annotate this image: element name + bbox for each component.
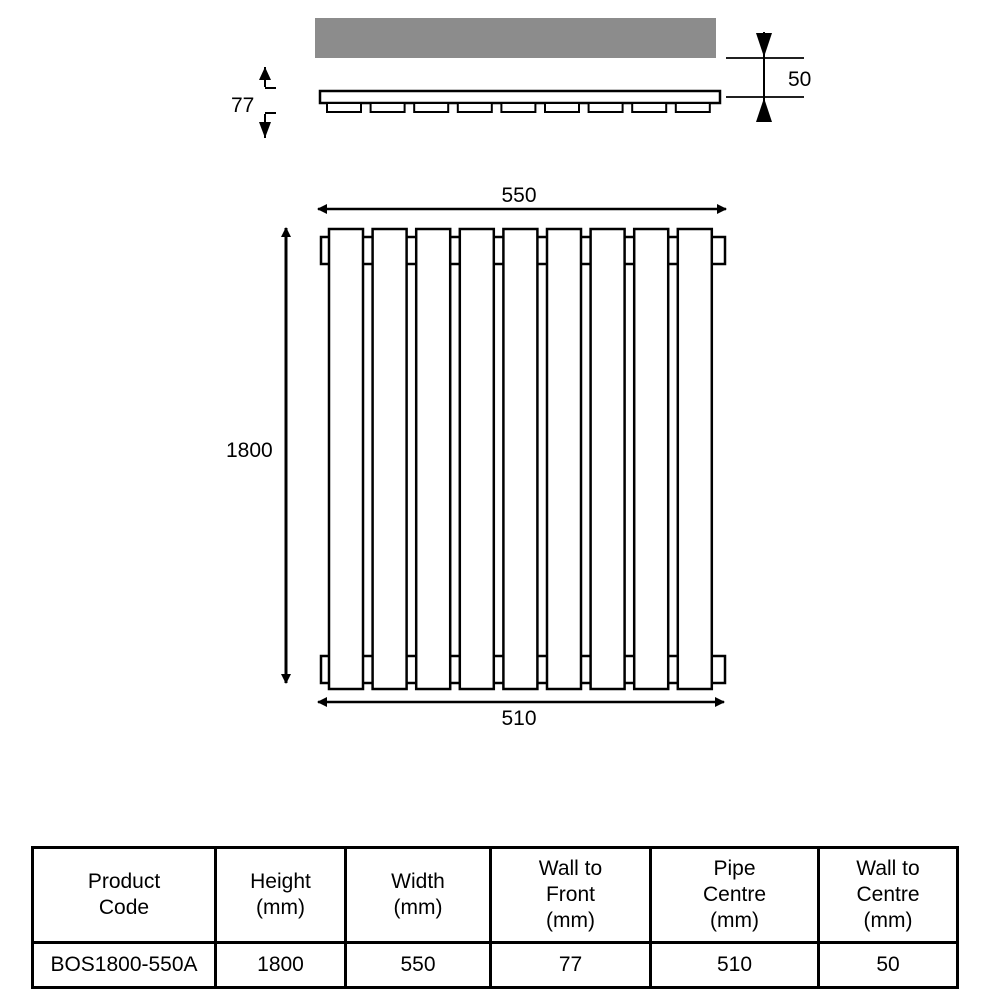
height-label: 1800: [226, 439, 273, 462]
table-header-cell: [491, 848, 651, 943]
table-header-line: Wall to: [538, 856, 603, 880]
table-header-cell: [819, 848, 958, 943]
radiator-tube: [416, 229, 450, 689]
wall-to-centre-dimension: [726, 32, 811, 122]
overall-width-dimension: [318, 184, 726, 209]
radiator-top-bar: [320, 91, 720, 103]
radiator-tube: [678, 229, 712, 689]
top-view-tube: [545, 103, 579, 112]
top-view-tube: [632, 103, 666, 112]
table-header-line: Centre: [702, 882, 767, 906]
table-cell: 77: [491, 943, 651, 988]
top-view: [231, 18, 811, 138]
radiator-tubes: [329, 229, 712, 689]
table-cell: 50: [819, 943, 958, 988]
radiator-tube: [547, 229, 581, 689]
table-header-line: (mm): [256, 896, 305, 919]
table-cell: 1800: [216, 943, 346, 988]
table-header-line: Centre: [856, 882, 920, 906]
table-header-line: Front: [545, 882, 595, 906]
height-dimension: [226, 228, 286, 683]
overall-width-label: 550: [501, 184, 537, 207]
top-view-tube: [371, 103, 405, 112]
wall-block: [315, 18, 716, 58]
radiator-tube: [503, 229, 537, 689]
top-view-tube: [589, 103, 623, 112]
table-cell: 550: [346, 943, 491, 988]
table-header-line: Product: [87, 869, 161, 893]
table-header-cell: [33, 848, 216, 943]
table-header-line: Width: [391, 869, 445, 893]
table-header-cell: [346, 848, 491, 943]
radiator-tube: [460, 229, 494, 689]
pipe-centre-label: 510: [501, 707, 537, 730]
table-row: [33, 943, 958, 988]
table-header-line: Code: [98, 896, 150, 919]
top-view-tube: [458, 103, 492, 112]
table-header-line: Height: [250, 869, 311, 893]
front-view: [226, 184, 726, 730]
table-header-line: (mm): [710, 909, 759, 933]
specification-table: [31, 846, 959, 989]
top-view-tube: [676, 103, 710, 112]
table-header-row: [33, 848, 958, 943]
top-view-tubes: [327, 103, 710, 112]
table-cell: 510: [651, 943, 819, 988]
top-view-tube: [327, 103, 361, 112]
table-cell: BOS1800-550A: [33, 943, 216, 988]
radiator-tube: [591, 229, 625, 689]
radiator-tube: [373, 229, 407, 689]
table-header-line: (mm): [393, 896, 443, 919]
top-view-tube: [414, 103, 448, 112]
table-header-line: Pipe: [713, 856, 756, 880]
wall-to-front-dimension: [231, 67, 276, 138]
pipe-centre-dimension: [318, 702, 724, 730]
wall-to-front-label: 77: [231, 94, 255, 117]
radiator-tube: [634, 229, 668, 689]
radiator-tube: [329, 229, 363, 689]
table-header-cell: [651, 848, 819, 943]
table-header-line: (mm): [863, 909, 913, 933]
table-header-line: (mm): [546, 909, 595, 933]
top-view-tube: [501, 103, 535, 112]
wall-to-centre-label: 50: [788, 68, 812, 91]
table-header-cell: [216, 848, 346, 943]
table-header-line: Wall to: [856, 856, 920, 880]
